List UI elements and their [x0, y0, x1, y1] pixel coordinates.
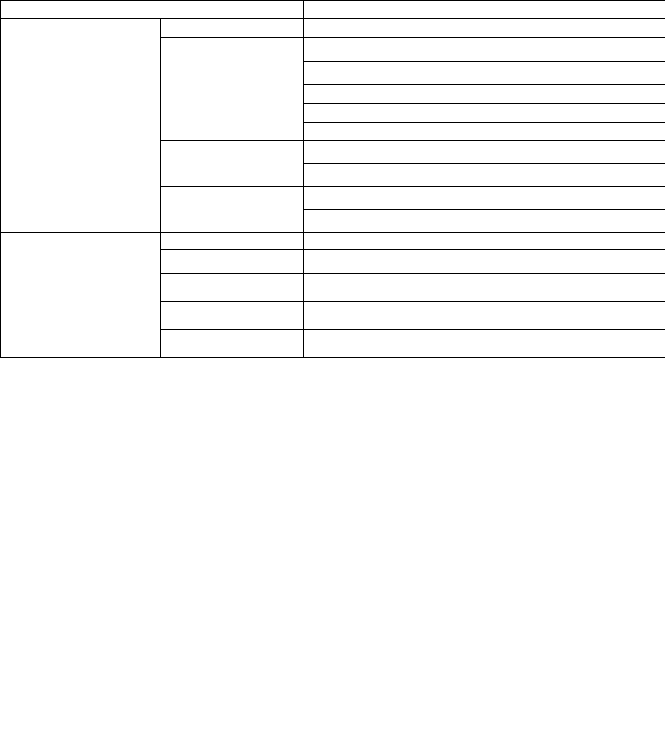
header-params [304, 1, 665, 19]
spec-table [0, 0, 665, 358]
param-value [304, 38, 665, 62]
param-value [304, 123, 665, 141]
category-cell [1, 19, 161, 233]
param-value [304, 141, 665, 164]
param-value [304, 274, 665, 302]
header-item [1, 1, 304, 19]
param-label [161, 141, 304, 187]
category-cell [1, 233, 161, 358]
param-value [304, 233, 665, 250]
param-value [304, 19, 665, 38]
param-value [304, 250, 665, 274]
param-value [304, 85, 665, 104]
param-label [161, 250, 304, 274]
spec-body [1, 19, 665, 358]
table-row [1, 233, 665, 250]
param-label [161, 187, 304, 233]
table-row [1, 19, 665, 38]
param-value [304, 302, 665, 330]
header-row [1, 1, 665, 19]
param-value [304, 210, 665, 233]
param-label [161, 274, 304, 302]
param-label [161, 233, 304, 250]
param-value [304, 187, 665, 210]
param-label [161, 330, 304, 358]
param-value [304, 330, 665, 358]
param-value [304, 164, 665, 187]
param-label [161, 19, 304, 38]
param-label [161, 38, 304, 141]
param-label [161, 302, 304, 330]
param-value [304, 62, 665, 85]
param-value [304, 104, 665, 123]
